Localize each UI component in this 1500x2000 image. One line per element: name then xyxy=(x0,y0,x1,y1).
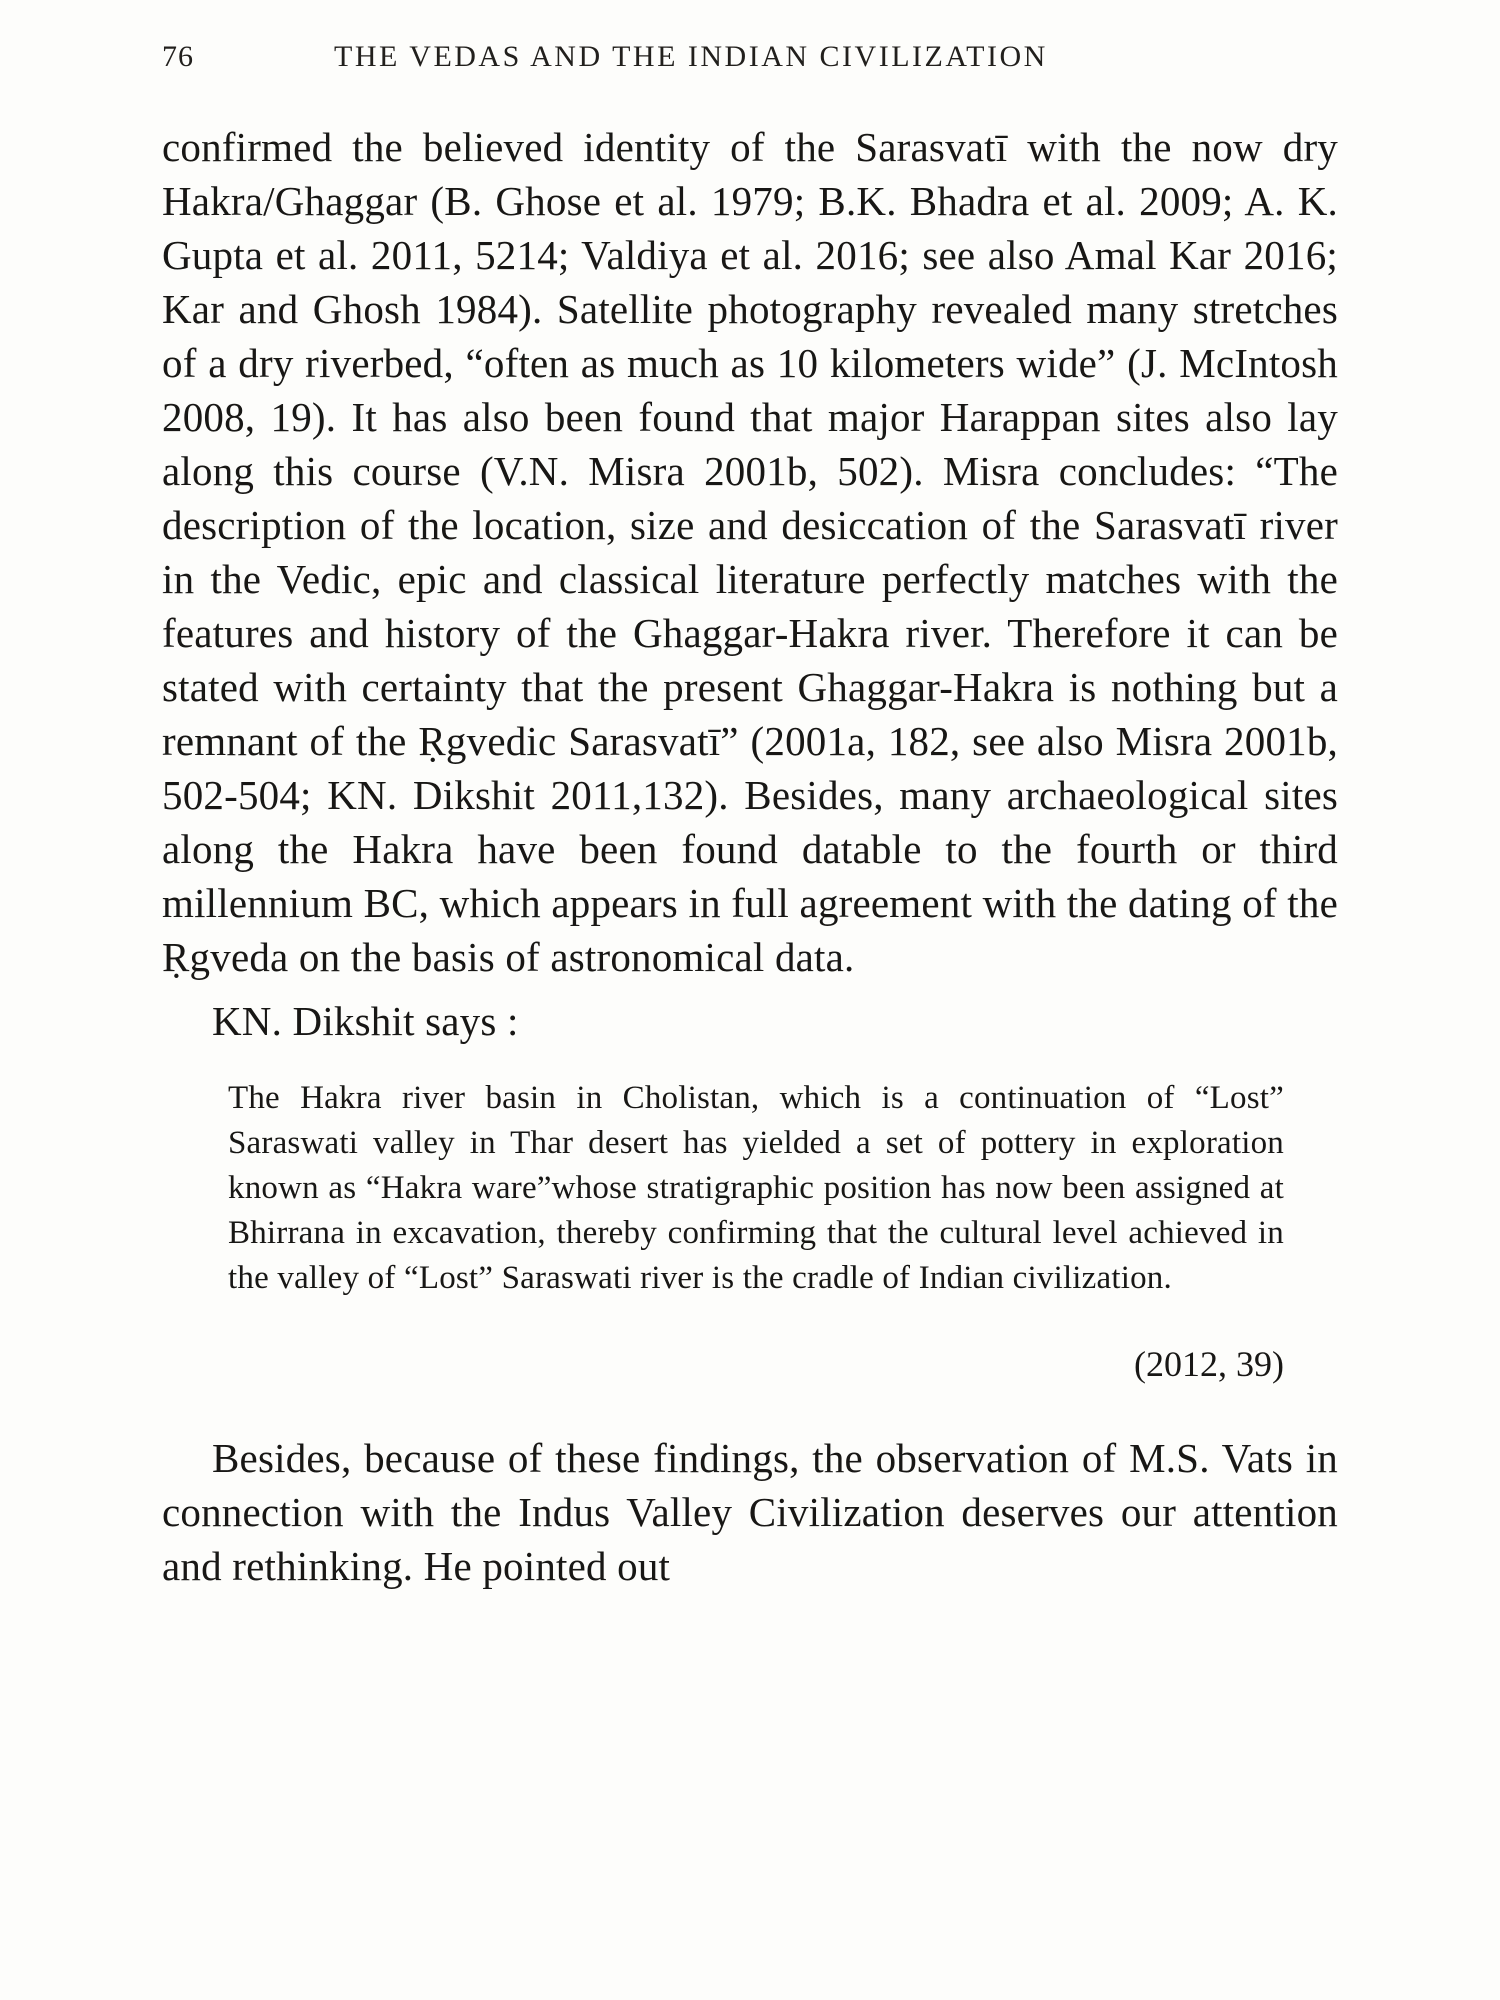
block-quote: The Hakra river basin in Cholistan, which is a continuation of “Lost” Saraswati valley in Thar desert has yielded a set of pottery in exploration known as “Hakra ware”whose stratigraphic position has now been assigned at Bhirrana in excavation, thereby confirming that the cultural level achieved in the valley of “Lost” Saraswati river is the cradle of Indian civilization. xyxy=(228,1080,1284,1296)
book-page xyxy=(162,40,1338,1593)
page-header xyxy=(162,40,1338,74)
page-body xyxy=(162,120,1338,1593)
paragraph-continuation: confirmed the believed identity of the Sarasvatī with the now dry Hakra/Ghaggar (B. Ghose et al. 1979; B.K. Bhadra et al. 2009; A. K. Gupta et al. 2011, 5214; Valdiya et al. 2016; see also Amal Kar 2016; Kar and Ghosh 1984). Satellite photography revealed many stretches of a dry riverbed, “often as much as 10 kilometers wide” (J. McIntosh 2008, 19). It has also been found that major Harappan sites also lay along this course (V.N. Misra 2001b, 502). Misra concludes: “The description of the location, size and desiccation of the Sarasvatī river in the Vedic, epic and classical literature perfectly matches with the features and history of the Ghaggar-Hakra river. Therefore it can be stated with certainty that the present Ghaggar-Hakra is nothing but a remnant of the Ṛgvedic Sarasvatī” (2001a, 182, see also Misra 2001b, 502-504; KN. Dikshit 2011,132). Besides, many archaeological sites along the Hakra have been found datable to the fourth or third millennium BC, which appears in full agreement with the dating of the Ṛgveda on the basis of astronomical data. xyxy=(162,124,1338,980)
paragraph-besides: Besides, because of these findings, the observation of M.S. Vats in connection with the Indus Valley Civilization deserves our attention and rethinking. He pointed out xyxy=(162,1435,1338,1589)
quote-citation: (2012, 39) xyxy=(1134,1344,1284,1384)
page-number: 76 xyxy=(162,40,194,73)
running-head: THE VEDAS AND THE INDIAN CIVILIZATION xyxy=(334,40,1048,73)
paragraph-dikshit-says: KN. Dikshit says : xyxy=(212,998,519,1044)
